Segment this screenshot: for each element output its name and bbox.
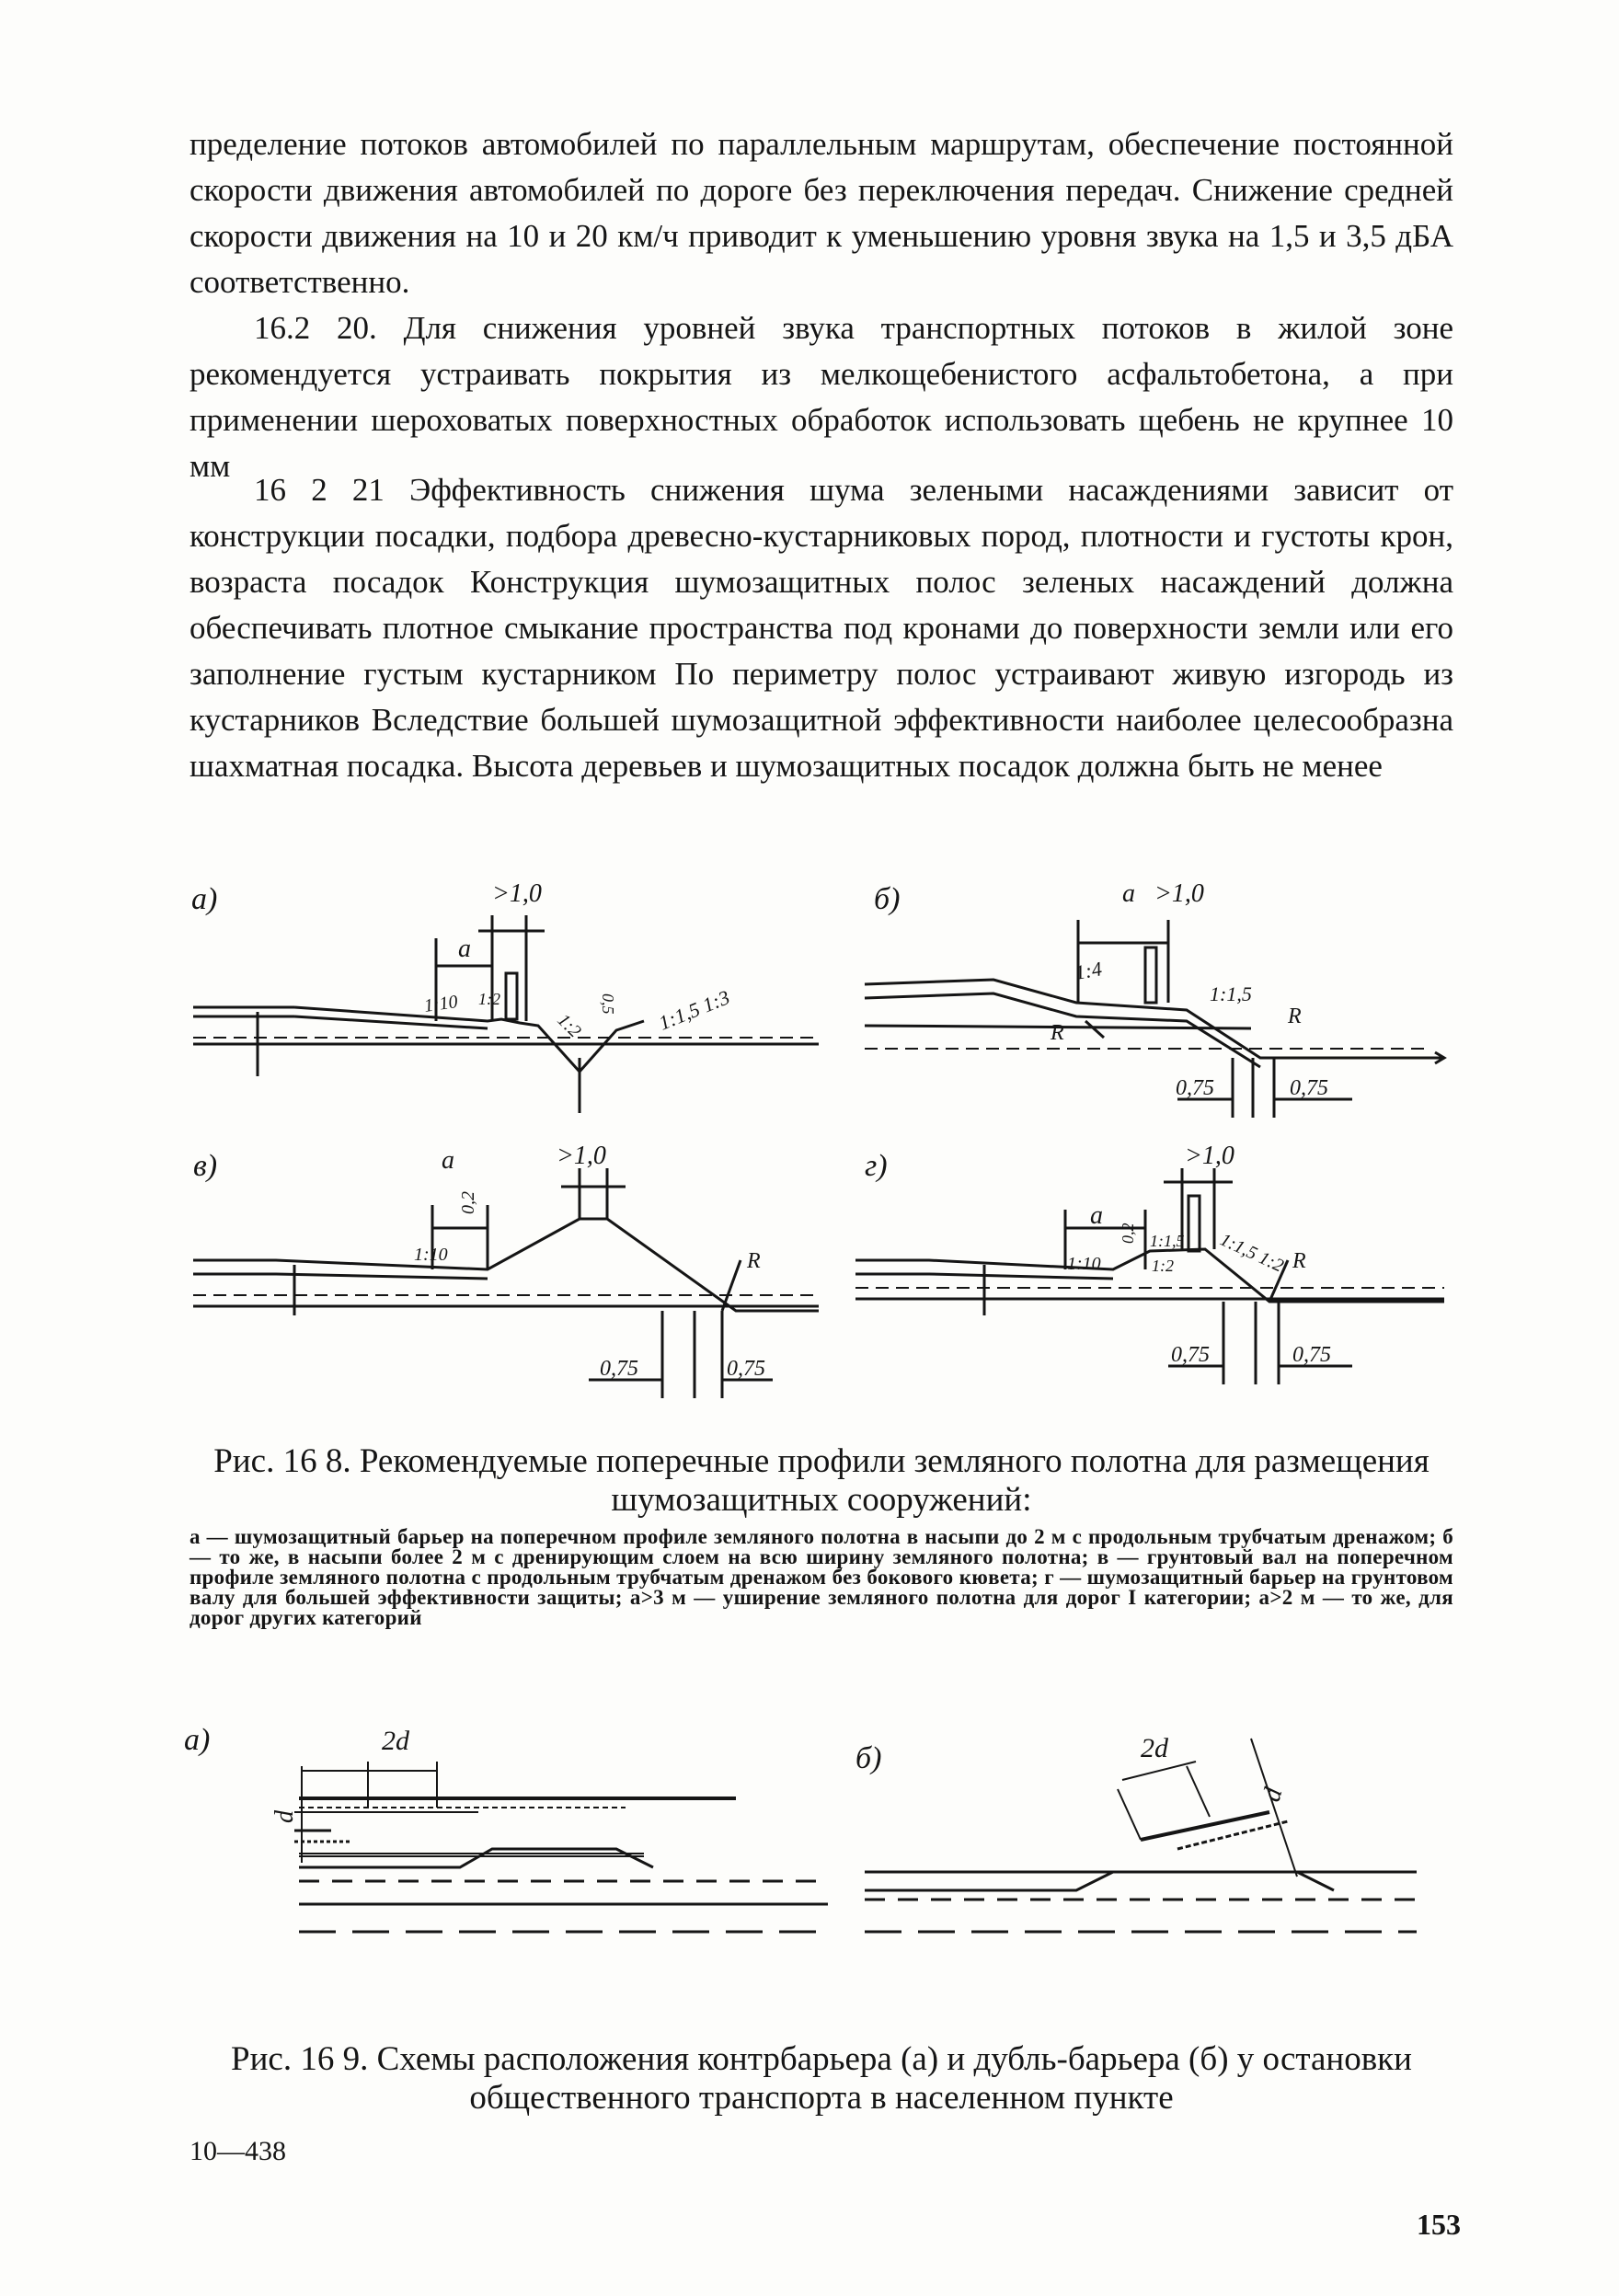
radius-label: R [1051,1021,1064,1045]
dim-label: а [1122,879,1135,908]
body-paragraph-1 [189,121,1453,305]
panel-label: б) [855,1741,882,1775]
slope-label: 1:1,5 [1150,1232,1185,1250]
dim-label: 2d [382,1726,409,1756]
figure-16-8-panel-v [184,1131,846,1417]
dim-label: 0,75 [600,1357,638,1381]
slope-label: 1:2 [1152,1257,1174,1275]
dim-label: 0,75 [727,1357,765,1381]
panel-label: а) [191,882,218,916]
figure-16-8-panel-b [837,865,1444,1122]
dim-label: 0,75 [1176,1076,1214,1100]
slope-label: 1:1,5 1:2 [1216,1229,1287,1277]
panel-label: г) [865,1149,888,1183]
slope-label: 1:4 [1073,957,1104,984]
figure-16-8-panel-g [837,1131,1444,1417]
dim-label: 0,75 [1290,1076,1328,1100]
figure-16-8-panel-a [184,865,810,1122]
panel-label: в) [193,1149,218,1183]
figure-16-8-caption: Рис. 16 8. Рекомендуемые поперечные профили земляного полотна для размещения шумозащитных сооружений: [213,1442,1430,1519]
radius-label: R [747,1249,761,1273]
slope-label: 1:10 [1067,1254,1101,1274]
figure-16-9-caption: Рис. 16 9. Схемы расположения контрбарьера (а) и дубль-барьера (б) у остановки общественного транспорта в населенном пункте [231,2040,1412,2117]
dim-label: 0,75 [1171,1343,1210,1367]
dim-label: d [270,1810,299,1823]
figure-16-8-legend: а — шумозащитный барьер на поперечном профиле земляного полотна в насыпи до 2 м с продольным трубчатым дренажом; б — то же, в насыпи более 2 м с дренирующим слоем на всю ширину земляного полотна; в — грунтовый вал на поперечном профиле земляного полотна с продольным трубчатым дренажом без бокового кювета; г — шумозащитный барьер на грунтовом валу для большей эффективности защиты; а>3 м — уширение земляного полотна для дорог I категории; а>2 м — то же, для дорог других категорий [189,1525,1453,1629]
slope-label: 1:1,5 1:3 [655,985,733,1035]
dim-label: а [442,1146,454,1175]
dim-label: 0,5 [599,993,617,1015]
slope-label: 1:10 [422,992,460,1016]
slope-label: 1:1,5 [1210,982,1252,1005]
paragraph-text: 16.2 20. Для снижения уровней звука транспортных потоков в жилой зоне рекомендуется устраивать покрытия из мелкощебенистого асфальтобетона, а при применении шероховатых поверхностных обработок использовать щебень не крупнее 10 мм [189,310,1453,484]
body-paragraph-2 [189,305,1453,489]
body-paragraph-3 [189,467,1453,789]
panel-label: б) [874,882,901,916]
page-number: 153 [1417,2208,1461,2241]
dim-label: 0,2 [458,1191,478,1214]
paragraph-text: пределение потоков автомобилей по параллельным маршрутам, обеспечение постоянной скорости движения автомобилей по дороге без переключения передач. Снижение средней скорости движения на 10 и 20 км/ч приводит к уменьшению уровня звука на 1,5 и 3,5 дБА соответственно. [189,126,1453,300]
slope-label: 1:2 [553,1009,585,1042]
dim-label: 2d [1141,1733,1168,1763]
dim-label: >1,0 [1154,879,1204,908]
radius-label: R [1288,1004,1302,1028]
dim-label: >1,0 [492,879,542,908]
radius-label: R [1292,1249,1306,1273]
paragraph-text: 16 2 21 Эффективность снижения шума зелеными насаждениями зависит от конструкции посадки, подбора древесно-кустарниковых пород, плотности и густоты крон, возраста посадок Конструкция шумозащитных полос зеленых насаждений должна обеспечивать плотное смыкание пространства под кронами до поверхности земли или его заполнение густым кустарником По периметру полос устраивают живую изгородь из кустарников Вследствие большей шумозащитной эффективности наиболее целесообразна шахматная посадка. Высота деревьев и шумозащитных посадок должна быть не менее [189,472,1453,784]
dim-label: >1,0 [1185,1142,1234,1170]
dim-label: 0,2 [1119,1223,1137,1244]
figure-16-9-panel-b [846,1711,1435,1932]
figure-16-9-panel-a [184,1711,828,1932]
panel-label: а) [184,1723,211,1757]
dim-label: 0,75 [1292,1343,1331,1367]
dim-label: d [1257,1785,1289,1805]
dim-label: а [1090,1201,1103,1230]
dim-label: >1,0 [557,1142,606,1170]
slope-label: 1:10 [414,1245,448,1265]
slope-label: 1:2 [478,990,500,1008]
signature-code: 10—438 [189,2136,286,2166]
dim-label: а [458,935,471,963]
